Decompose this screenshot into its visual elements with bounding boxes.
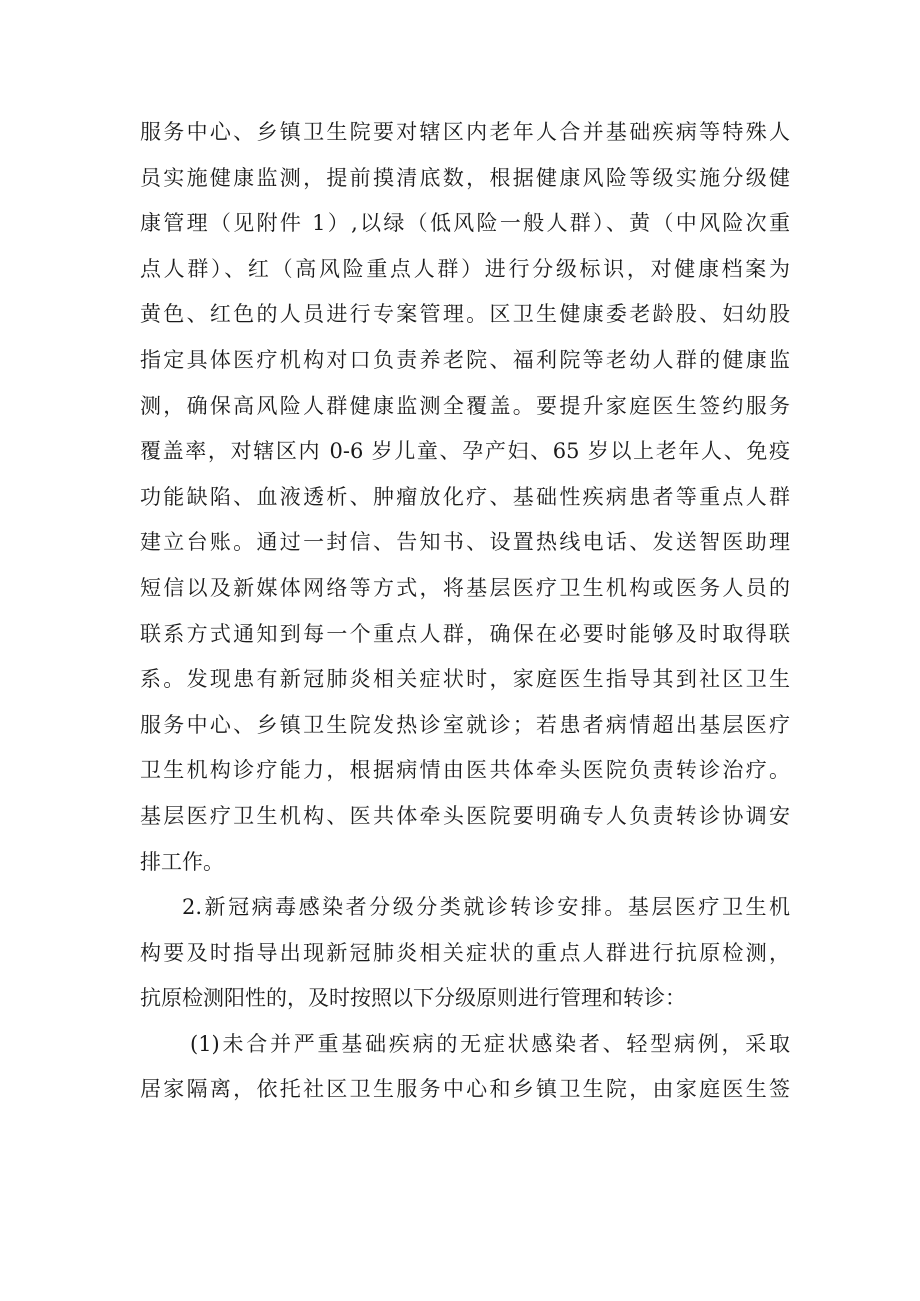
text-line: 康管理（见附件 1）,以绿（低风险一般人群）、黄（中风险次重 xyxy=(140,211,790,236)
text-line: 居家隔离，依托社区卫生服务中心和乡镇卫生院，由家庭医生签 xyxy=(140,1077,790,1102)
text-line: 2.新冠病毒感染者分级分类就诊转诊安排。基层医疗卫生机 xyxy=(182,895,790,920)
text-line: 功能缺陷、血液透析、肿瘤放化疗、基础性疾病患者等重点人群 xyxy=(140,484,790,509)
text-line: 建立台账。通过一封信、告知书、设置热线电话、发送智医助理 xyxy=(140,530,790,555)
text-line: 服务中心、乡镇卫生院要对辖区内老年人合并基础疾病等特殊人 xyxy=(140,120,790,144)
text-line: 卫生机构诊疗能力，根据病情由医共体牵头医院负责转诊治疗。 xyxy=(140,758,790,783)
text-line: 联系方式通知到每一个重点人群，确保在必要时能够及时取得联 xyxy=(140,621,790,646)
document-body xyxy=(140,110,790,1113)
text-line: 黄色、红色的人员进行专案管理。区卫生健康委老龄股、妇幼股 xyxy=(140,302,790,327)
text-line: 短信以及新媒体网络等方式，将基层医疗卫生机构或医务人员的 xyxy=(140,575,790,600)
text-line: 点人群）、红（高风险重点人群）进行分级标识，对健康档案为 xyxy=(140,256,790,281)
text-line: 抗原检测阳性的，及时按照以下分级原则进行管理和转诊： xyxy=(140,986,686,1011)
paragraph-1 xyxy=(140,110,790,885)
text-line: 系。发现患有新冠肺炎相关症状时，家庭医生指导其到社区卫生 xyxy=(140,667,790,692)
text-line: 指定具体医疗机构对口负责养老院、福利院等老幼人群的健康监 xyxy=(140,347,790,372)
text-line: 测，确保高风险人群健康监测全覆盖。要提升家庭医生签约服务 xyxy=(140,393,790,418)
text-line: 基层医疗卫生机构、医共体牵头医院要明确专人负责转诊协调安 xyxy=(140,803,790,828)
text-line: 服务中心、乡镇卫生院发热诊室就诊；若患者病情超出基层医疗 xyxy=(140,712,790,737)
text-line: 排工作。 xyxy=(140,849,224,874)
text-line: (1)未合并严重基础疾病的无症状感染者、轻型病例，采取 xyxy=(190,1031,790,1056)
text-line: 覆盖率，对辖区内 0-6 岁儿童、孕产妇、65 岁以上老年人、免疫 xyxy=(140,439,790,464)
text-line: 构要及时指导出现新冠肺炎相关症状的重点人群进行抗原检测， xyxy=(140,940,790,965)
text-line: 员实施健康监测，提前摸清底数，根据健康风险等级实施分级健 xyxy=(140,165,790,190)
paragraph-2 xyxy=(140,885,790,1022)
paragraph-3 xyxy=(140,1022,790,1113)
